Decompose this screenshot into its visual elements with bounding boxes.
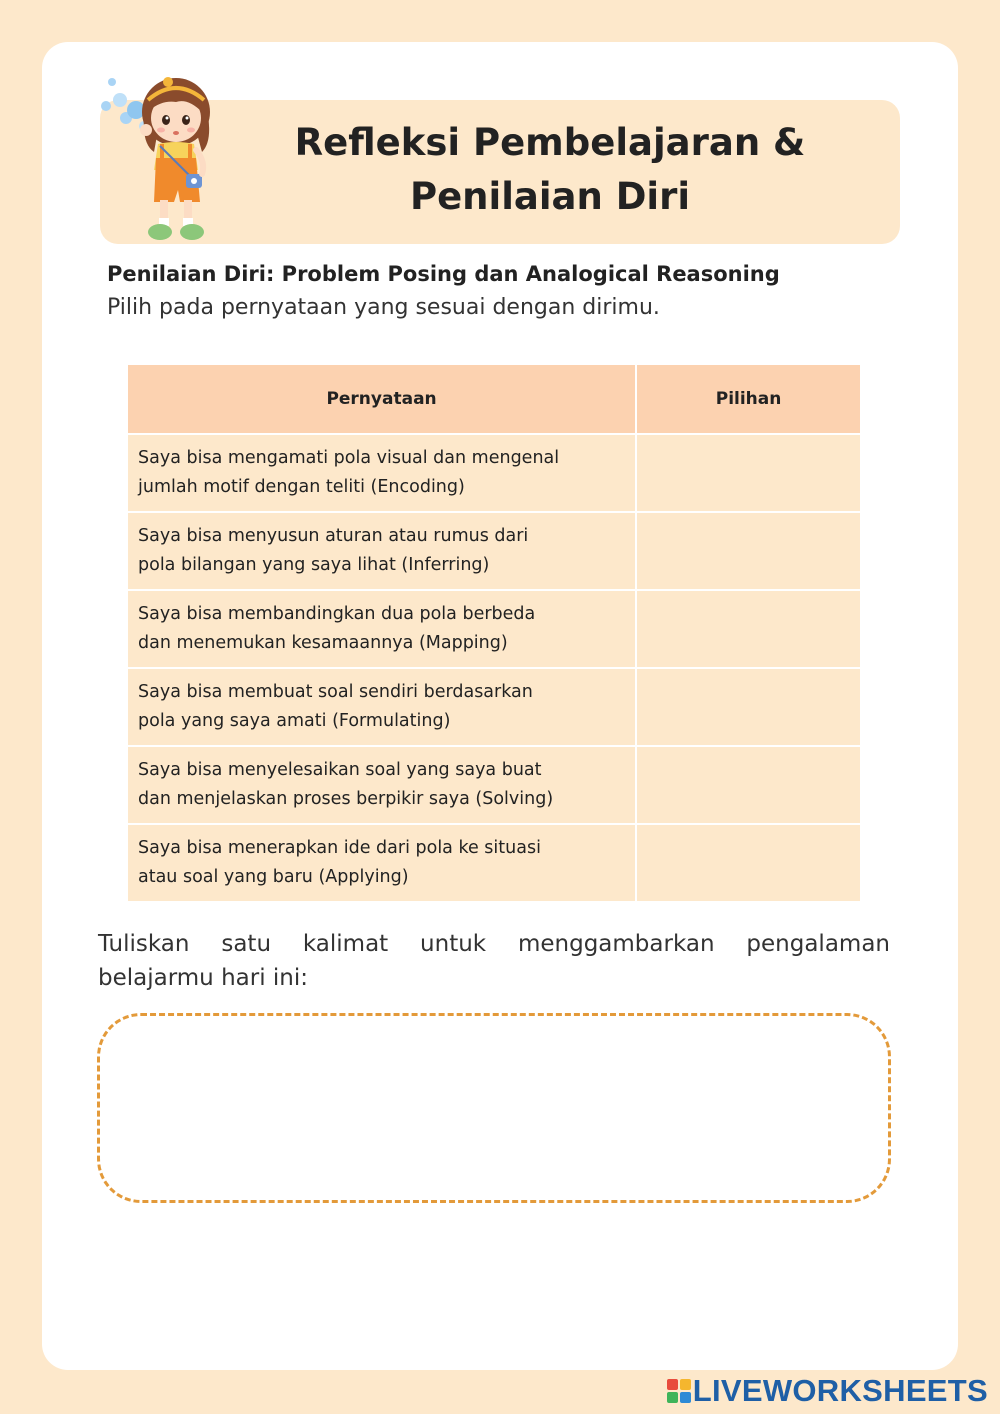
table-header-row: [128, 365, 860, 434]
statement-line: Saya bisa membandingkan dua pola berbeda: [138, 604, 536, 624]
table-row: [128, 590, 860, 668]
table-row: [128, 668, 860, 746]
column-header-choice: Pilihan: [636, 365, 860, 434]
column-header-statement: Pernyataan: [128, 365, 636, 434]
statement-cell: [128, 434, 636, 512]
statement-cell: [128, 668, 636, 746]
statement-line: dan menemukan kesamaannya (Mapping): [138, 633, 508, 653]
statement-line: pola yang saya amati (Formulating): [138, 711, 451, 731]
choice-cell-applying[interactable]: [636, 824, 860, 901]
instruction-text: Pilih pada pernyataan yang sesuai dengan dirimu.: [107, 295, 660, 320]
statement-line: jumlah motif dengan teliti (Encoding): [138, 477, 465, 497]
liveworksheets-brand[interactable]: LIVEWORKSHEETS: [692, 1373, 988, 1408]
statement-cell: [128, 824, 636, 901]
liveworksheets-footer: [667, 1373, 988, 1409]
table-row: [128, 512, 860, 590]
girl-with-bubbles-illustration: [98, 70, 216, 245]
choice-cell-solving[interactable]: [636, 746, 860, 824]
statement-line: Saya bisa mengamati pola visual dan mengenal: [138, 448, 560, 468]
statement-line: pola bilangan yang saya lihat (Inferring): [138, 555, 490, 575]
title-line-2: Penilaian Diri: [409, 175, 691, 218]
page-title: [290, 116, 810, 224]
section-subtitle: Penilaian Diri: Problem Posing dan Analogical Reasoning: [107, 262, 780, 286]
statement-cell: [128, 746, 636, 824]
choice-cell-formulating[interactable]: [636, 668, 860, 746]
statement-cell: [128, 512, 636, 590]
statement-line: Saya bisa membuat soal sendiri berdasarkan: [138, 682, 533, 702]
statement-line: dan menjelaskan proses berpikir saya (Solving): [138, 789, 554, 809]
table-row: [128, 434, 860, 512]
reflection-answer-input[interactable]: [100, 1016, 888, 1200]
table-row: [128, 824, 860, 901]
choice-cell-mapping[interactable]: [636, 590, 860, 668]
statement-line: Saya bisa menyelesaikan soal yang saya buat: [138, 760, 542, 780]
self-assessment-table: [128, 365, 860, 901]
statement-line: Saya bisa menyusun aturan atau rumus dari: [138, 526, 529, 546]
liveworksheets-logo-icon: [667, 1377, 691, 1405]
reflection-prompt: Tuliskan satu kalimat untuk menggambarkan pengalaman belajarmu hari ini:: [98, 931, 890, 991]
table-row: [128, 746, 860, 824]
reflection-answer-box: [97, 1013, 891, 1203]
statement-cell: [128, 590, 636, 668]
statement-line: Saya bisa menerapkan ide dari pola ke situasi: [138, 838, 541, 858]
title-banner: [100, 100, 900, 244]
choice-cell-inferring[interactable]: [636, 512, 860, 590]
statement-line: atau soal yang baru (Applying): [138, 867, 409, 887]
choice-cell-encoding[interactable]: [636, 434, 860, 512]
title-line-1: Refleksi Pembelajaran &: [294, 121, 806, 164]
